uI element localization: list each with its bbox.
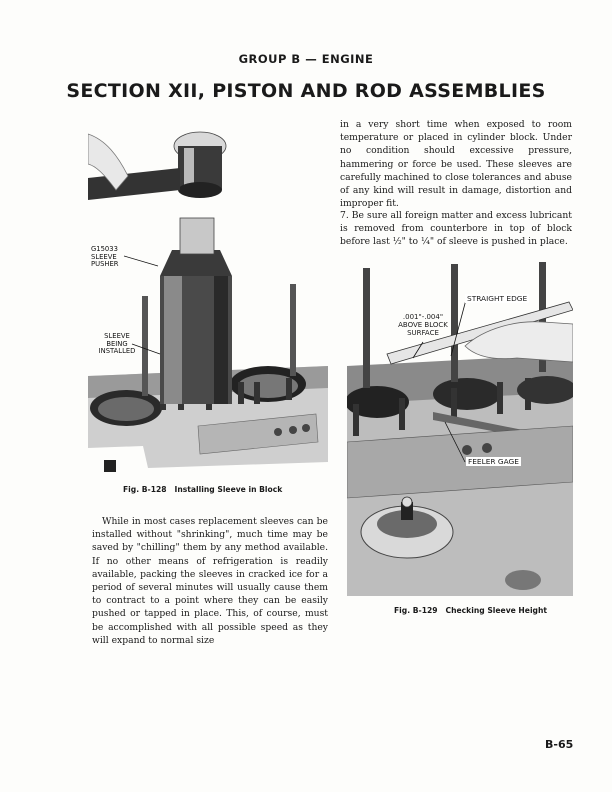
section-title: SECTION XII, PISTON AND ROD ASSEMBLIES [66, 80, 546, 102]
callout-line: SLEEVE [91, 252, 117, 261]
callout-line: INSTALLED [98, 347, 136, 356]
callout-line: ABOVE BLOCK [398, 321, 448, 329]
figure-number: Fig. B-128 [123, 485, 167, 494]
callout-line: BEING [106, 339, 128, 348]
figure-number: Fig. B-129 [394, 606, 438, 615]
figure-installing-sleeve [88, 126, 328, 478]
callout-line: SLEEVE [104, 332, 130, 340]
callout-line: SURFACE [407, 329, 439, 337]
callout-line: PUSHER [91, 260, 119, 269]
callout-feeler-gage: FEELER GAGE [468, 457, 519, 466]
chilling-paragraph [92, 515, 328, 647]
paragraph-text: While in most cases replacement sleeves can be installed without "shrinking", much time may be saved by "chilling" them by any method available. If no other means of refrigeration is readily available, packing the sleeves in cracked ice for a period of several minutes will usually cause them to contract to a point where they can be easily pushed or tapped in place. This, of course, must be accomplished with all possible speed as they will expand to normal size [92, 516, 328, 646]
figure-caption-b128 [123, 485, 282, 494]
callout-straight-edge: STRAIGHT EDGE [467, 294, 528, 303]
callout-sleeve-height-tolerance [378, 313, 468, 337]
figure-caption-text: Checking Sleeve Height [445, 606, 548, 615]
callout-line: G15033 [91, 245, 118, 253]
callout-line: .001"-.004" [402, 313, 444, 321]
figure-caption-text: Installing Sleeve in Block [174, 485, 283, 494]
continued-paragraph: in a very short time when exposed to room temperature or placed in cylinder block. Under no condition should excessive pressure, hammering or force be used. These sleeves are carefully machined to close tolerances and abuse of any kind will result in damage, distortion and improper fit. [340, 119, 572, 210]
step-number: 7. [340, 210, 349, 221]
page-number: B-65 [545, 738, 574, 751]
procedure-step-7 [340, 209, 572, 249]
step-text: Be sure all foreign matter and excess lubricant is removed from counterbore in top of block before last ½" to ¼" of sleeve is pushed in place. [340, 210, 572, 248]
figure-caption-b129 [394, 606, 547, 615]
callout-sleeve-pusher [91, 246, 119, 269]
group-header: GROUP B — ENGINE [238, 52, 374, 66]
callout-sleeve-installed [91, 333, 143, 356]
